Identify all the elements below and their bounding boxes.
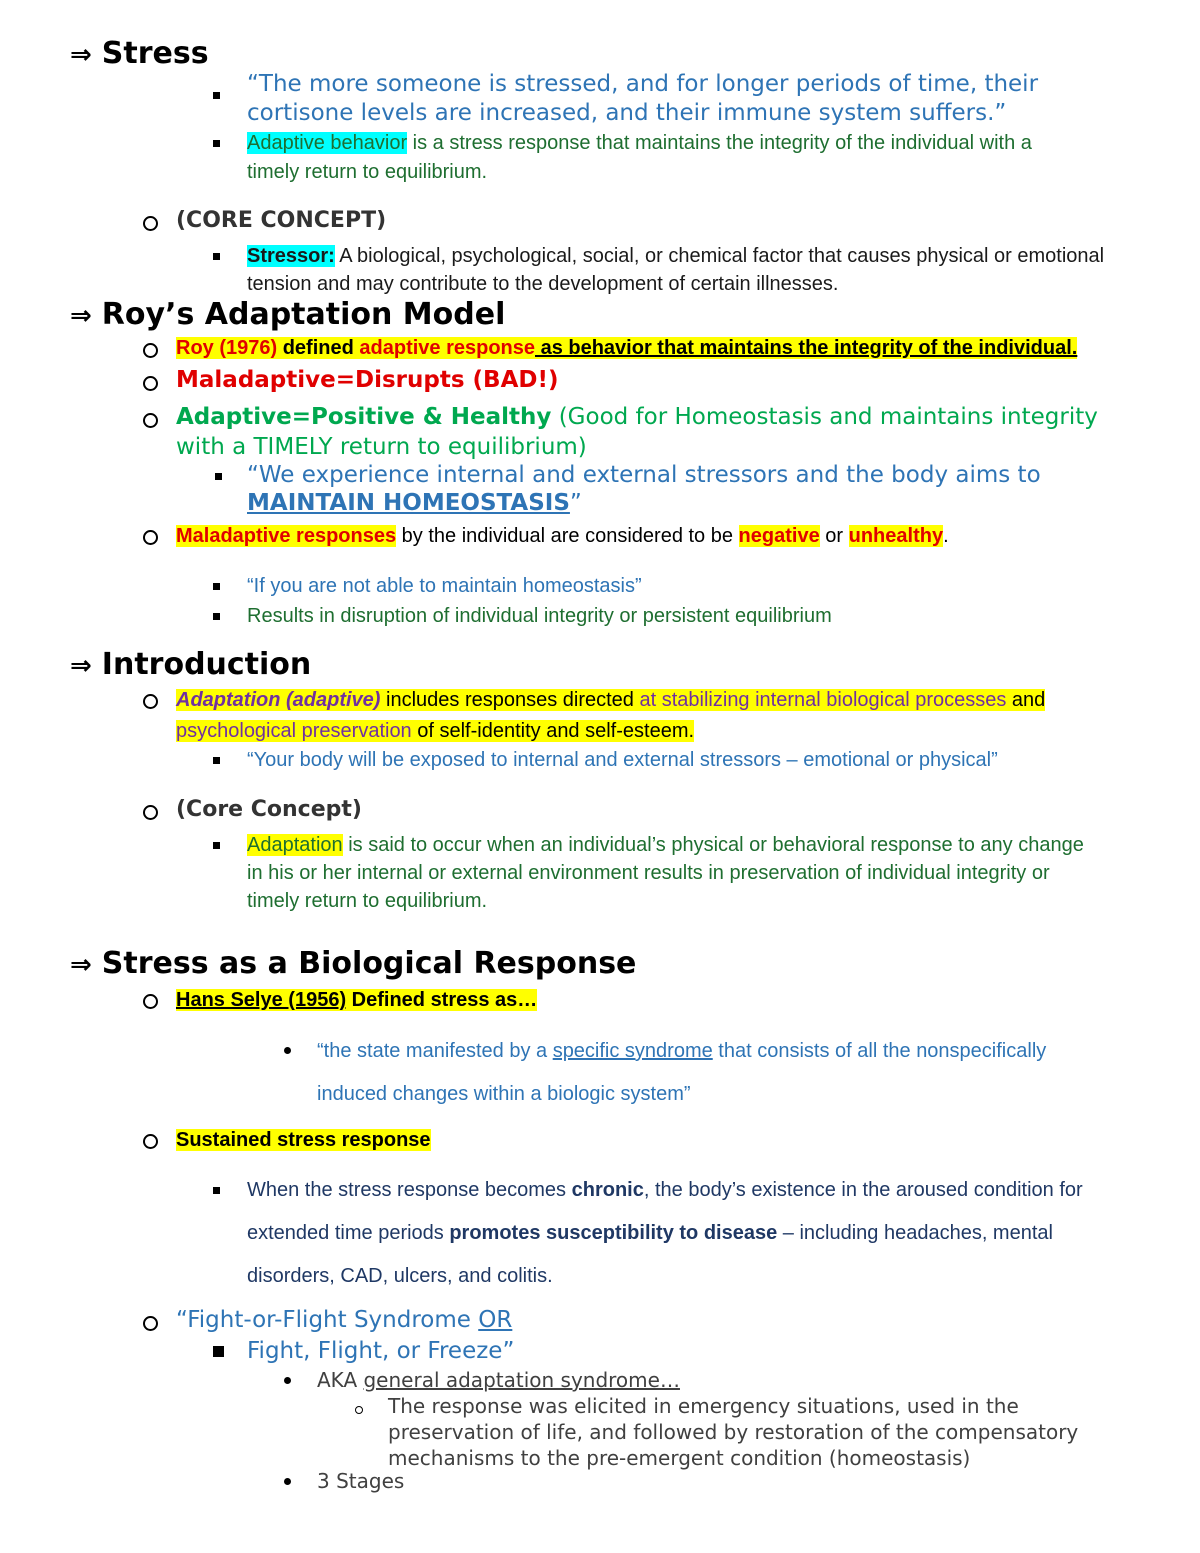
square-bullet-icon (213, 253, 220, 260)
core-concept-label: (CORE CONCEPT) (176, 208, 387, 233)
adaptation-term: Adaptation (247, 834, 343, 856)
circle-bullet-icon (143, 413, 158, 428)
square-bullet-icon (213, 757, 220, 764)
selye-quote-line2: induced changes within a biologic system” (317, 1083, 691, 1105)
adaptation-def-line3: timely return to equilibrium. (247, 890, 488, 912)
arrow-icon: ⇒ (70, 950, 92, 980)
square-bullet-icon (213, 842, 220, 849)
stress-quote-line2: cortisone levels are increased, and their immune system suffers.” (247, 100, 1007, 126)
adaptive-equation-line1: Adaptive=Positive & Healthy (Good for Homeostasis and maintains integrity (176, 404, 1098, 430)
adaptive-behavior-line1: Adaptive behavior is a stress response that maintains the integrity of the individual with a (247, 132, 1032, 154)
circle-bullet-icon (143, 530, 158, 545)
heading-stress: ⇒ Stress (70, 36, 209, 71)
adaptation-def-line1: Adaptation is said to occur when an individual’s physical or behavioral response to any change (247, 834, 1084, 856)
response-line3: mechanisms to the pre-emergent condition (homeostasis) (388, 1446, 971, 1470)
core-concept-label: (Core Concept) (176, 797, 362, 822)
stressor-line2: tension and may contribute to the development of certain illnesses. (247, 273, 839, 295)
three-stages: 3 Stages (317, 1469, 405, 1493)
circle-bullet-icon (143, 1316, 158, 1331)
arrow-icon: ⇒ (70, 40, 92, 70)
maladaptive-responses: Maladaptive responses by the individual are considered to be negative or unhealthy. (176, 525, 949, 547)
sustained-line3: disorders, CAD, ulcers, and colitis. (247, 1265, 553, 1287)
fight-or-flight-line: “Fight-or-Flight Syndrome OR (176, 1307, 513, 1333)
heading-roy-adaptation-model: ⇒ Roy’s Adaptation Model (70, 297, 506, 332)
response-line1: The response was elicited in emergency situations, used in the (388, 1394, 1019, 1418)
adaptation-line1: Adaptation (adaptive) includes responses directed at stabilizing internal biological processes and (176, 689, 1046, 711)
circle-bullet-icon (143, 376, 158, 391)
square-bullet-icon (213, 1187, 220, 1194)
selye-quote-line1: “the state manifested by a specific syndrome that consists of all the nonspecifically (317, 1040, 1047, 1062)
circle-bullet-icon (143, 216, 158, 231)
sustained-stress-label: Sustained stress response (176, 1129, 431, 1151)
aka-general-adaptation: AKA general adaptation syndrome… (317, 1368, 680, 1392)
adaptation-def-line2: in his or her internal or external environment results in preservation of individual integrity or (247, 862, 1050, 884)
square-bullet-icon (213, 613, 220, 620)
adaptation-line2: psychological preservation of self-identity and self-esteem. (176, 720, 695, 742)
maintain-homeostasis-emphasis: MAINTAIN HOMEOSTASIS (247, 490, 570, 516)
circle-bullet-icon (143, 994, 158, 1009)
maladaptive-sub1: “If you are not able to maintain homeostasis” (247, 575, 642, 597)
maladaptive-equation: Maladaptive=Disrupts (BAD!) (176, 367, 559, 393)
hans-selye-definition: Hans Selye (1956) Defined stress as… (176, 989, 538, 1011)
stressor-term: Stressor: (247, 245, 335, 267)
sustained-line2: extended time periods promotes susceptibility to disease – including headaches, mental (247, 1222, 1053, 1244)
circle-bullet-icon (143, 343, 158, 358)
adaptive-equation-line2: with a TIMELY return to equilibrium) (176, 434, 587, 460)
arrow-icon: ⇒ (70, 651, 92, 681)
circle-bullet-icon (143, 694, 158, 709)
adaptive-behavior-term: Adaptive behavior (247, 132, 408, 154)
stress-quote-line1: “The more someone is stressed, and for longer periods of time, their (247, 71, 1039, 97)
square-bullet-icon (213, 140, 220, 147)
homeostasis-quote-line1: “We experience internal and external stressors and the body aims to (247, 462, 1041, 488)
square-bullet-icon (213, 92, 220, 99)
small-circle-bullet-icon (355, 1406, 363, 1414)
heading-biological-response: ⇒ Stress as a Biological Response (70, 946, 637, 981)
dot-bullet-icon (284, 1478, 291, 1485)
circle-bullet-icon (143, 1134, 158, 1149)
roy-definition: Roy (1976) defined adaptive response as behavior that maintains the integrity of the individual. (176, 337, 1078, 359)
circle-bullet-icon (143, 805, 158, 820)
dot-bullet-icon (284, 1377, 291, 1384)
dot-bullet-icon (284, 1047, 291, 1054)
response-line2: preservation of life, and followed by restoration of the compensatory (388, 1420, 1079, 1444)
square-bullet-icon (213, 583, 220, 590)
body-exposed-quote: “Your body will be exposed to internal and external stressors – emotional or physical” (247, 749, 998, 771)
square-bullet-icon (213, 1346, 224, 1357)
maladaptive-sub2: Results in disruption of individual integrity or persistent equilibrium (247, 605, 832, 627)
square-bullet-icon (215, 473, 222, 480)
sustained-line1: When the stress response becomes chronic, the body’s existence in the aroused condition for (247, 1179, 1083, 1201)
homeostasis-quote-line2: MAINTAIN HOMEOSTASIS” (247, 490, 582, 516)
heading-introduction: ⇒ Introduction (70, 647, 312, 682)
arrow-icon: ⇒ (70, 301, 92, 331)
adaptive-behavior-line2: timely return to equilibrium. (247, 161, 488, 183)
fight-flight-freeze: Fight, Flight, or Freeze” (247, 1338, 515, 1364)
stressor-line1: Stressor: A biological, psychological, social, or chemical factor that causes physical or emotional (247, 245, 1105, 267)
